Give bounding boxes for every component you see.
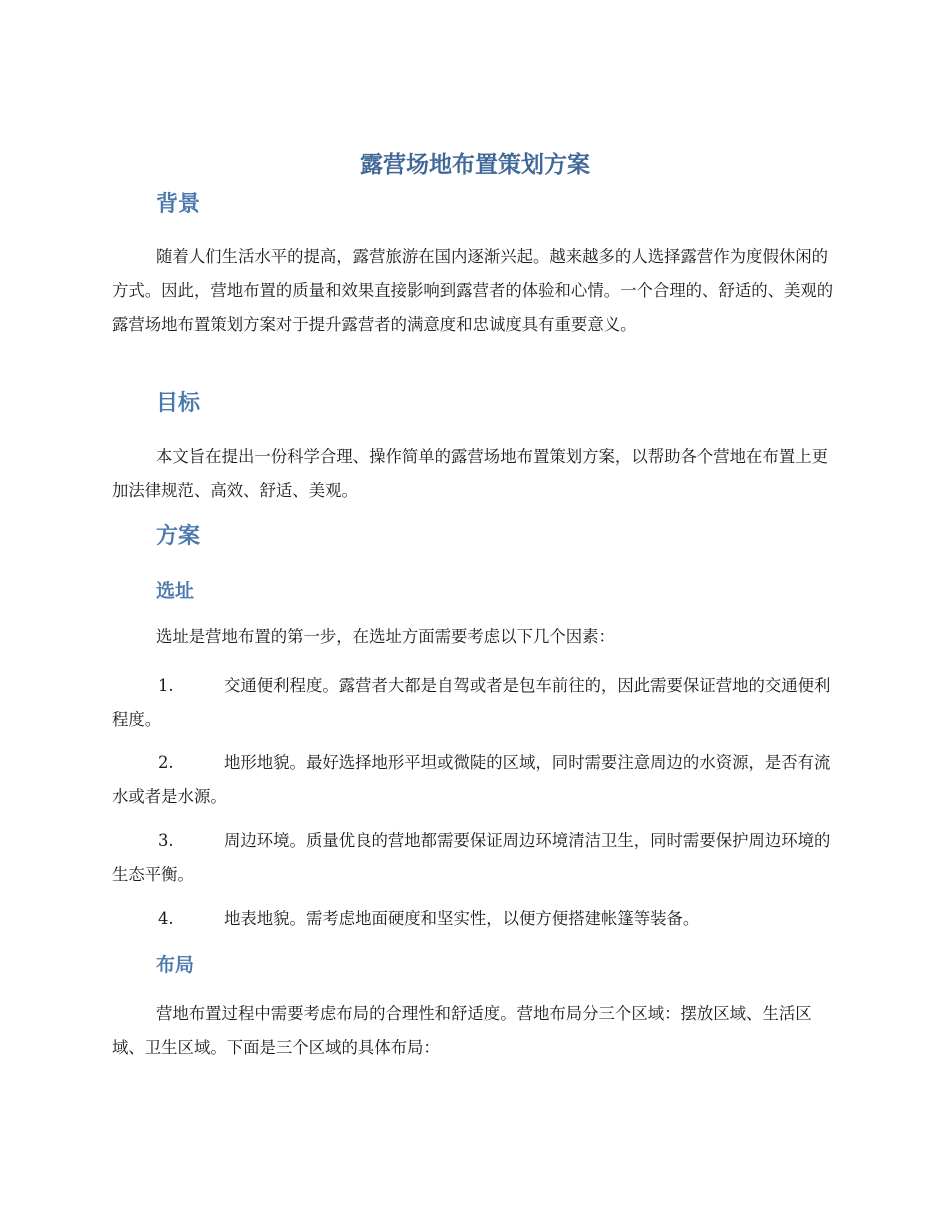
list-item-number: 1. [158,676,174,695]
paragraph-background: 随着人们生活水平的提高，露营旅游在国内逐渐兴起。越来越多的人选择露营作为度假休闲的方式。因此，营地布置的质量和效果直接影响到露营者的体验和心情。一个合理的、舒适的、美观的露营场地布置策划方案对于提升露营者的满意度和忠诚度具有重要意义。 [112,247,834,334]
list-item-number: 2. [158,753,174,772]
paragraph-goal: 本文旨在提出一份科学合理、操作简单的露营场地布置策划方案，以帮助各个营地在布置上更加法律规范、高效、舒适、美观。 [112,447,829,500]
paragraph-site-selection-intro: 选址是营地布置的第一步，在选址方面需要考虑以下几个因素： [156,627,615,646]
list-item [112,746,840,814]
list-item-text: 周边环境。质量优良的营地都需要保证周边环境清洁卫生，同时需要保护周边环境的生态平衡。 [112,831,831,884]
heading-site-selection: 选址 [156,580,195,602]
heading-plan: 方案 [156,524,201,549]
heading-goal: 目标 [156,391,201,416]
list-item-number: 3. [158,831,174,850]
document-title: 露营场地布置策划方案 [360,152,590,178]
heading-layout: 布局 [156,954,195,976]
list-item [112,824,840,892]
heading-background: 背景 [156,192,201,217]
list-item [112,902,840,936]
list-item-text: 地表地貌。需考虑地面硬度和坚实性，以便方便搭建帐篷等装备。 [224,909,700,928]
list-item [112,669,840,737]
paragraph-layout: 营地布置过程中需要考虑布局的合理性和舒适度。营地布局分三个区域：摆放区域、生活区域、卫生区域。下面是三个区域的具体布局： [112,1004,812,1057]
list-item-number: 4. [158,909,174,928]
list-item-text: 交通便利程度。露营者大都是自驾或者是包车前往的，因此需要保证营地的交通便利程度。 [112,676,831,729]
list-item-text: 地形地貌。最好选择地形平坦或微陡的区域，同时需要注意周边的水资源，是否有流水或者是水源。 [112,753,831,806]
